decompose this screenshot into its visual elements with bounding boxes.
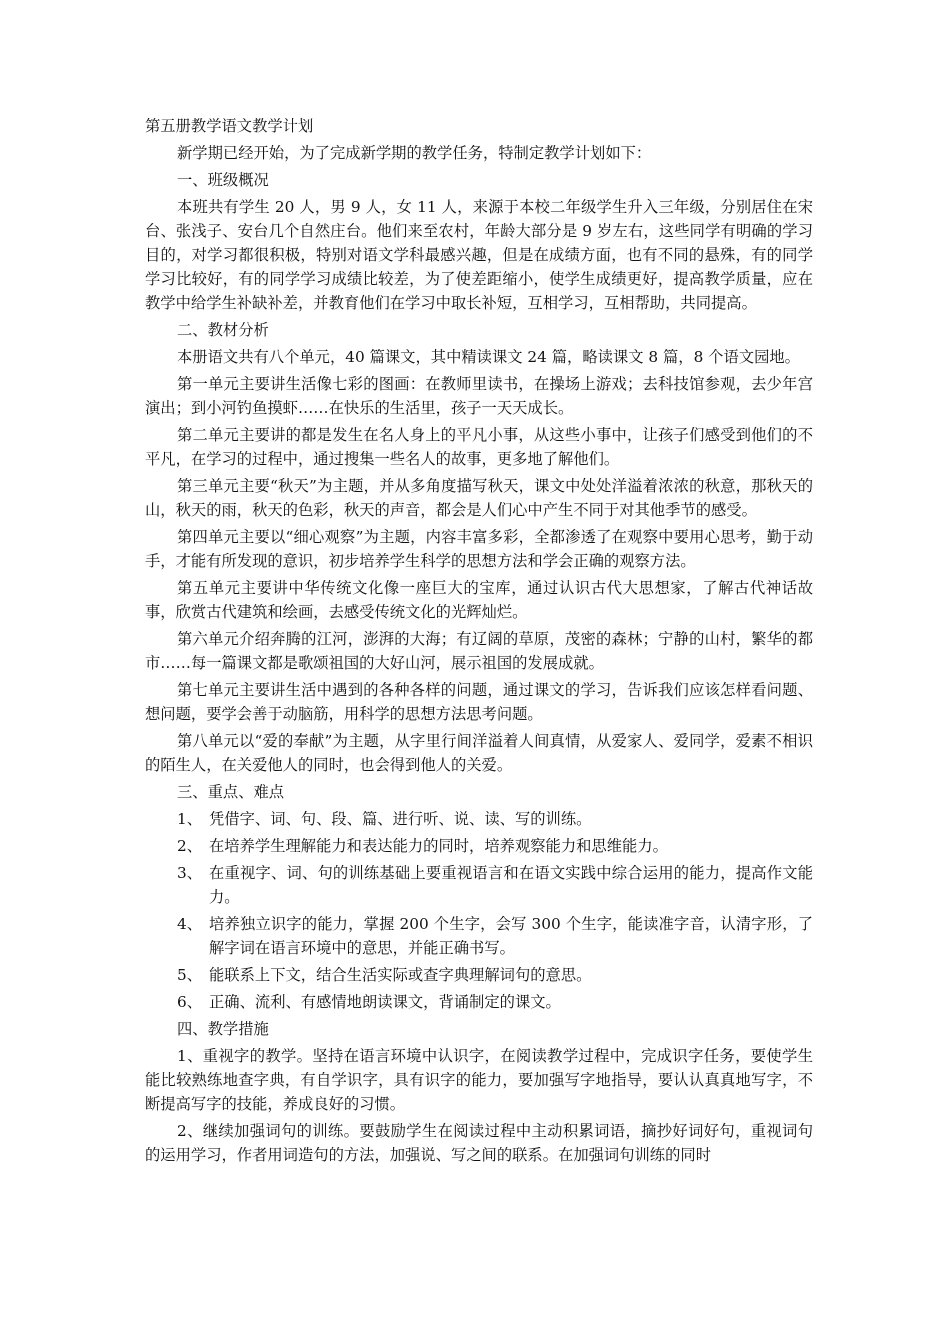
list-item	[145, 912, 813, 960]
measure-1-paragraph: 1、重视字的教学。坚持在语言环境中认识字，在阅读教学过程中，完成识字任务，要使学生能比较熟练地查字典，有自学识字，具有识字的能力，要加强写字地指导，要认认真真地写字，不断提高写字的技能，养成良好的习惯。	[145, 1047, 813, 1113]
list-item	[145, 963, 813, 987]
list-item	[145, 990, 813, 1014]
section-heading-teaching-measures: 四、教学措施	[177, 1020, 269, 1038]
list-item	[145, 861, 813, 909]
unit-6-paragraph: 第六单元介绍奔腾的江河，澎湃的大海；有辽阔的草原，茂密的森林；宁静的山村，繁华的都市……每一篇课文都是歌颂祖国的大好山河，展示祖国的发展成就。	[145, 630, 813, 672]
list-item	[145, 834, 813, 858]
unit-5-paragraph: 第五单元主要讲中华传统文化像一座巨大的宝库，通过认识古代大思想家，了解古代神话故事，欣赏古代建筑和绘画，去感受传统文化的光辉灿烂。	[145, 579, 813, 621]
section-heading-class-overview: 一、班级概况	[177, 171, 269, 189]
unit-1-paragraph: 第一单元主要讲生活像七彩的图画：在教师里读书，在操场上游戏；去科技馆参观，去少年宫演出；到小河钓鱼摸虾……在快乐的生活里，孩子一天天成长。	[145, 375, 813, 417]
section-heading-textbook-analysis: 二、教材分析	[177, 321, 269, 339]
list-item-number: 6、	[177, 993, 203, 1011]
list-item-text: 能联系上下文，结合生活实际或查字典理解词句的意思。	[209, 966, 592, 984]
list-item-text: 在重视字、词、句的训练基础上要重视语言和在语文实践中综合运用的能力，提高作文能力。	[209, 864, 813, 906]
list-item-number: 1、	[177, 810, 203, 828]
textbook-paragraph: 本册语文共有八个单元，40 篇课文，其中精读课文 24 篇，略读课文 8 篇，8 个语文园地。	[177, 348, 800, 366]
document-title: 第五册教学语文教学计划	[145, 117, 314, 135]
measure-2-paragraph: 2、继续加强词句的训练。要鼓励学生在阅读过程中主动积累词语，摘抄好词好句，重视词句的运用学习，作者用词造句的方法，加强说、写之间的联系。在加强词句训练的同时	[145, 1122, 813, 1164]
class-overview-paragraph: 本班共有学生 20 人，男 9 人，女 11 人，来源于本校二年级学生升入三年级，分别居住在宋台、张浅子、安台几个自然庄台。他们来至农村，年龄大部分是 9 岁左右，这些同学有明确的学习目的，对学习都很积极，特别对语文学科最感兴趣，但是在成绩方面，也有不同的悬殊，有的同学学习比较好，有的同学学习成绩比较差，为了使差距缩小，使学生成绩更好，提高教学质量，应在教学中给学生补缺补差，并教育他们在学习中取长补短，互相学习，互相帮助，共同提高。	[145, 198, 813, 312]
list-item-number: 2、	[177, 837, 203, 855]
section-heading-key-points: 三、重点、难点	[177, 783, 285, 801]
unit-2-paragraph: 第二单元主要讲的都是发生在名人身上的平凡小事，从这些小事中，让孩子们感受到他们的不平凡，在学习的过程中，通过搜集一些名人的故事，更多地了解他们。	[145, 426, 813, 468]
unit-4-paragraph: 第四单元主要以“细心观察”为主题，内容丰富多彩，全都渗透了在观察中要用心思考，勤于动手，才能有所发现的意识，初步培养学生科学的思想方法和学会正确的观察方法。	[145, 528, 813, 570]
list-item	[145, 807, 813, 831]
list-item-number: 4、	[177, 915, 203, 933]
document-page	[145, 114, 813, 1170]
list-item-text: 正确、流利、有感情地朗读课文，背诵制定的课文。	[209, 993, 561, 1011]
list-item-text: 培养独立识字的能力，掌握 200 个生字，会写 300 个生字，能读准字音，认清字形，了解字词在语言环境中的意思，并能正确书写。	[209, 915, 813, 957]
list-item-text: 凭借字、词、句、段、篇、进行听、说、读、写的训练。	[209, 810, 592, 828]
unit-3-paragraph: 第三单元主要“秋天”为主题，并从多角度描写秋天，课文中处处洋溢着浓浓的秋意，那秋天的山，秋天的雨，秋天的色彩，秋天的声音，都会是人们心中产生不同于对其他季节的感受。	[145, 477, 813, 519]
list-item-text: 在培养学生理解能力和表达能力的同时，培养观察能力和思维能力。	[209, 837, 668, 855]
intro-paragraph: 新学期已经开始，为了完成新学期的教学任务，特制定教学计划如下：	[177, 144, 652, 162]
list-item-number: 3、	[177, 864, 203, 882]
list-item-number: 5、	[177, 966, 203, 984]
unit-8-paragraph: 第八单元以“爱的奉献”为主题，从字里行间洋溢着人间真情，从爱家人、爱同学，爱素不相识的陌生人，在关爱他人的同时，也会得到他人的关爱。	[145, 732, 813, 774]
unit-7-paragraph: 第七单元主要讲生活中遇到的各种各样的问题，通过课文的学习，告诉我们应该怎样看问题、想问题，要学会善于动脑筋，用科学的思想方法思考问题。	[145, 681, 813, 723]
